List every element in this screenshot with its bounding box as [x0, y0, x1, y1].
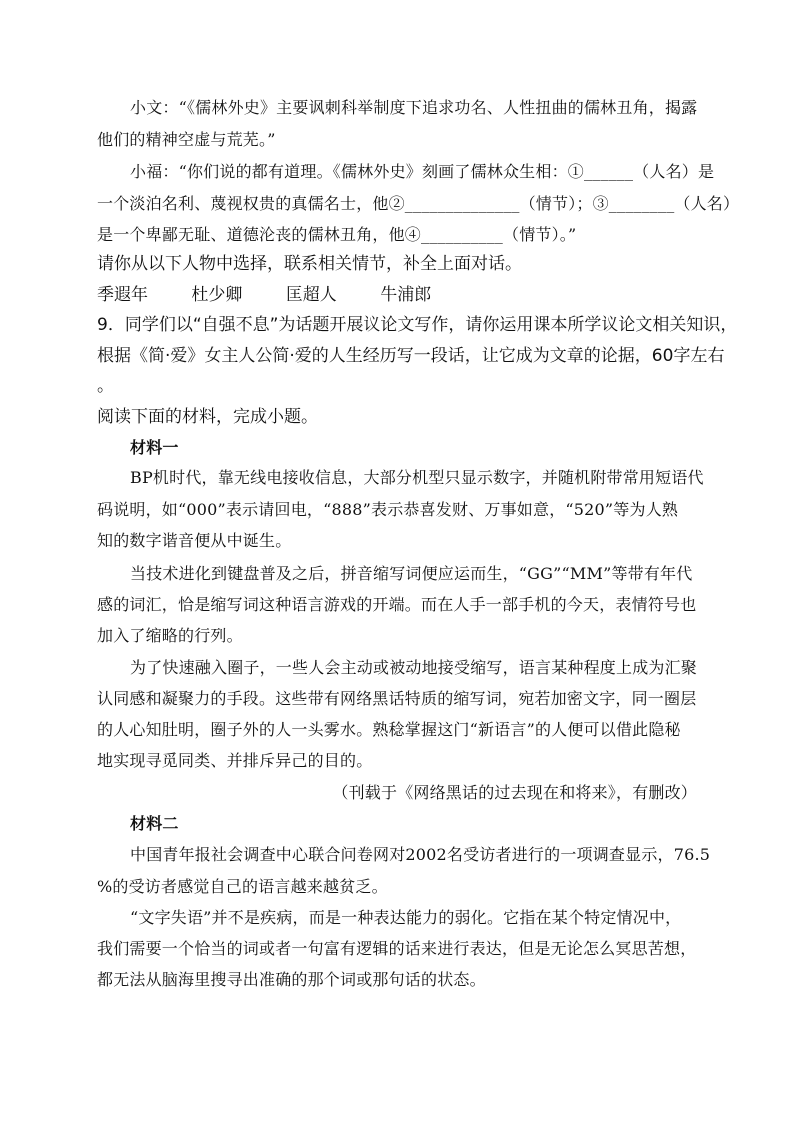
material-2-line: “文字失语”并不是疾病，而是一种表达能力的弱化。它指在某个特定情况中，	[130, 908, 682, 927]
passage-line: 他们的精神空虚与荒芜。”	[97, 130, 276, 149]
reading-prompt: 阅读下面的材料，完成小题。	[97, 407, 318, 427]
material-1-line: 地实现寻觅同类、并排斥异己的目的。	[97, 751, 373, 770]
material-1-line: 当技术进化到键盘普及之后，拼音缩写词便应运而生，“GG”“MM”等带有年代	[130, 564, 693, 583]
material-1-line: 感的词汇，恰是缩写词这种语言游戏的开端。而在人手一部手机的今天，表情符号也	[97, 595, 697, 614]
passage-line: 一个淡泊名利、蔑视权贵的真儒名士，他②______________（情节）；③________（人名）	[97, 194, 740, 213]
character-name: 牛浦郎	[380, 285, 432, 305]
character-list	[97, 287, 469, 304]
material-2-line: %的受访者感觉自己的语言越来越贫乏。	[97, 877, 388, 896]
question-9-line: 。	[97, 376, 114, 396]
material-1-line: 知的数字谐音便从中诞生。	[97, 531, 292, 550]
character-name: 季遐年	[97, 285, 148, 305]
question-9-line: 9．同学们以“自强不息”为话题开展议论文写作，请你运用课本所学议论文相关知识，	[97, 315, 738, 335]
material-1-heading: 材料一	[130, 438, 179, 457]
material-1-line: 码说明，如“000”表示请回电，“888”表示恭喜发财、万事如意，“520”等为人熟	[97, 500, 679, 519]
material-2-line: 都无法从脑海里搜寻出准确的那个词或那句话的状态。	[97, 970, 486, 989]
material-1-line: BP机时代，靠无线电接收信息，大部分机型只显示数字，并随机附带常用短语代	[130, 468, 704, 487]
passage-line: 是一个卑鄙无耻、道德沦丧的儒林丑角，他④__________（情节）。”	[97, 225, 577, 244]
material-2-heading: 材料二	[130, 814, 179, 833]
material-2-line: 我们需要一个恰当的词或者一句富有逻辑的话来进行表达，但是无论怎么冥思苦想，	[97, 939, 697, 958]
instruction-text: 请你从以下人物中选择，联系相关情节，补全上面对话。	[97, 254, 522, 274]
material-1-line: 认同感和凝聚力的手段。这些带有网络黑话特质的缩写词，宛若加密文字，同一圈层	[97, 689, 697, 708]
material-2-line: 中国青年报社会调查中心联合问卷网对2002名受访者进行的一项调查显示，76.5	[130, 845, 711, 864]
question-9-line: 根据《简·爱》女主人公简·爱的人生经历写一段话，让它成为文章的论据，60字左右	[97, 346, 725, 366]
passage-line: 小福：“你们说的都有道理。《儒林外史》刻画了儒林众生相：①______（人名）是	[130, 162, 715, 181]
character-name: 匡超人	[285, 285, 337, 305]
material-1-line: 为了快速融入圈子，一些人会主动或被动地接受缩写，语言某种程度上成为汇聚	[130, 658, 698, 677]
material-1-line: 加入了缩略的行列。	[97, 626, 243, 645]
material-1-source: （刊载于《网络黑话的过去现在和将来》，有删改）	[332, 783, 697, 802]
material-1-line: 的人心知肚明，圈子外的人一头雾水。熟稔掌握这门“新语言”的人便可以借此隐秘	[97, 720, 681, 739]
character-name: 杜少卿	[191, 285, 243, 305]
passage-line: 小文：“《儒林外史》主要讽刺科举制度下追求功名、人性扭曲的儒林丑角，揭露	[130, 98, 698, 117]
